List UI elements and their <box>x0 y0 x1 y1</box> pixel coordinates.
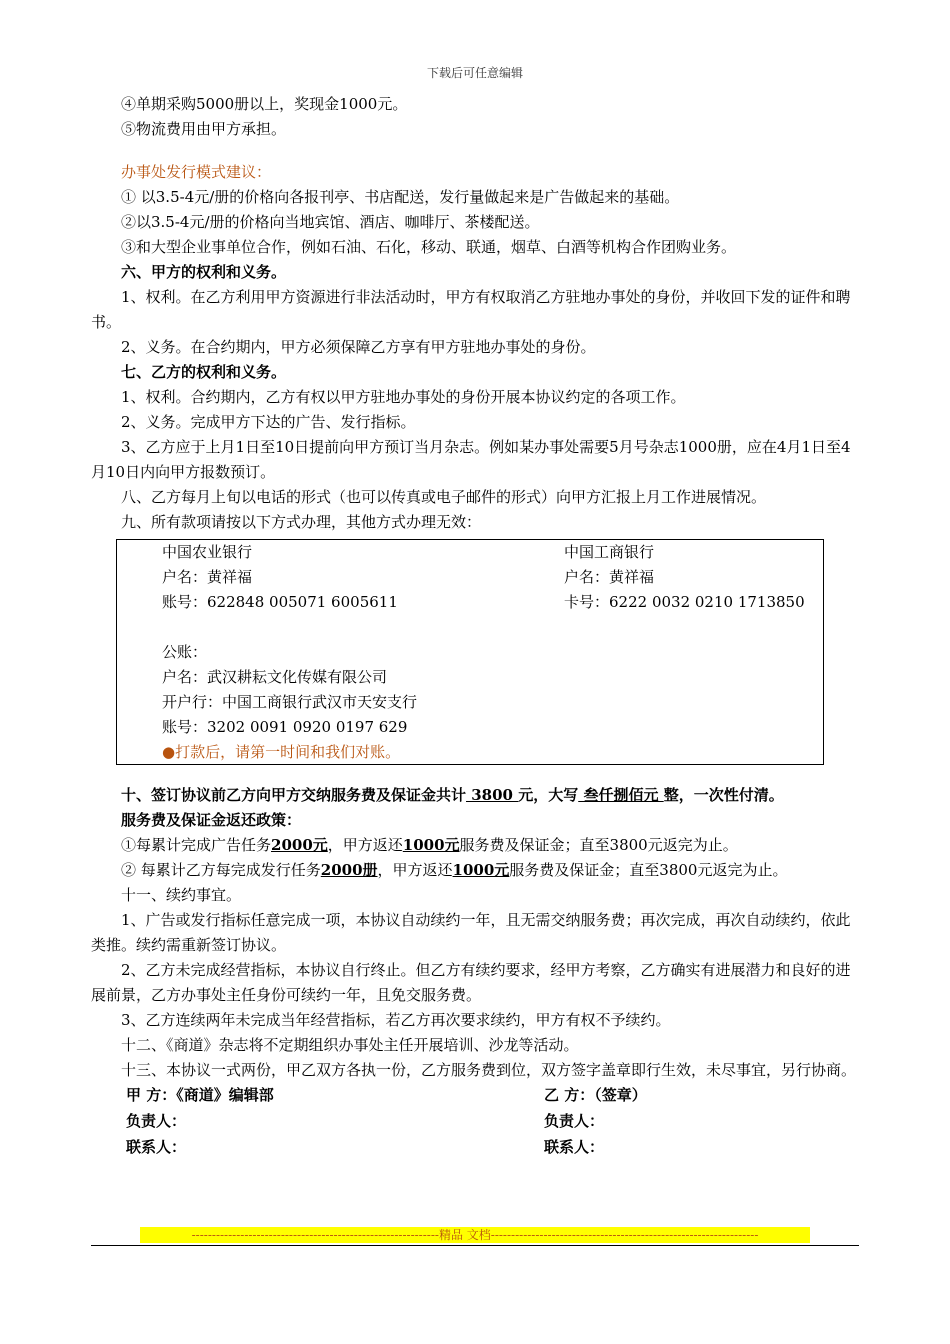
public-account-bank: 开户行：中国工商银行武汉市天安支行 <box>162 693 418 711</box>
bank-info-box <box>116 539 824 765</box>
reward-line-5: ⑤物流费用由甲方承担。 <box>121 120 287 138</box>
section-11-title: 十一、续约事宜。 <box>121 886 242 904</box>
reward-line-4: ④单期采购5000册以上，奖现金1000元。 <box>121 95 408 113</box>
bank-abc-holder: 户名：黄祥福 <box>162 568 253 586</box>
office-item-1: ① 以3.5-4元/册的价格向各报刊亭、书店配送，发行量做起来是广告做起来的基础。 <box>121 188 680 206</box>
bank-icbc-card: 卡号：6222 0032 0210 1713850 <box>564 593 805 611</box>
party-b-contact: 联系人： <box>544 1138 605 1156</box>
fee-amount: 3800 <box>466 786 519 804</box>
section-10: 十、签订协议前乙方向甲方交纳服务费及保证金共计 3800 元，大写 叁仟捌佰元 整，一次性付清。 <box>121 786 784 804</box>
public-account-holder: 户名：武汉耕耘文化传媒有限公司 <box>162 668 388 686</box>
public-account-number: 账号：3202 0091 0920 0197 629 <box>162 718 408 736</box>
refund-item-1: ①每累计完成广告任务2000元，甲方返还1000元服务费及保证金；直至3800元返完为止。 <box>121 836 738 854</box>
section-7-title: 七、乙方的权利和义务。 <box>121 363 287 381</box>
section-7-item-2: 2、义务。完成甲方下达的广告、发行指标。 <box>121 413 416 431</box>
section-11-item-1: 1、广告或发行指标任意完成一项，本协议自动续约一年，且无需交纳服务费；再次完成，再次自动续约，依此类推。续约需重新签订协议。 <box>91 911 851 954</box>
section-7-item-3: 3、乙方应于上月1日至10日提前向甲方预订当月杂志。例如某办事处需要5月号杂志1000册，应在4月1日至4月10日内向甲方报数预订。 <box>91 438 851 481</box>
bank-abc <box>162 540 522 615</box>
payment-note: ●打款后，请第一时间和我们对账。 <box>162 743 401 761</box>
section-13: 十三、本协议一式两份，甲乙双方各执一份，乙方服务费到位，双方签字盖章即行生效，未尽事宜，另行协商。 <box>121 1061 857 1079</box>
section-6-item-2: 2、义务。在合约期内，甲方必须保障乙方享有甲方驻地办事处的身份。 <box>121 338 596 356</box>
party-a-contact: 联系人： <box>126 1138 187 1156</box>
bank-abc-account: 账号：622848 005071 6005611 <box>162 593 398 611</box>
signature-row-1 <box>91 1083 861 1109</box>
section-8: 八、乙方每月上旬以电话的形式（也可以传真或电子邮件的形式）向甲方汇报上月工作进展情况。 <box>121 488 767 506</box>
fee-amount-words: 叁仟捌佰元 <box>578 786 664 804</box>
page-header: 下载后可任意编辑 <box>426 66 523 80</box>
party-b: 乙 方：（签章） <box>544 1086 647 1104</box>
office-item-2: ②以3.5-4元/册的价格向当地宾馆、酒店、咖啡厅、茶楼配送。 <box>121 213 540 231</box>
party-a-manager: 负责人： <box>126 1112 187 1130</box>
page-footer: -------------------------------------------------------------精品 文档------------------------------------------------------------------ <box>140 1227 810 1243</box>
footer-rule <box>91 1245 859 1246</box>
signature-row-3 <box>91 1135 861 1161</box>
section-6-item-1: 1、权利。在乙方利用甲方资源进行非法活动时，甲方有权取消乙方驻地办事处的身份，并收回下发的证件和聘书。 <box>91 288 851 331</box>
bank-abc-name: 中国农业银行 <box>162 543 253 561</box>
section-9: 九、所有款项请按以下方式办理，其他方式办理无效： <box>121 513 482 531</box>
bank-icbc-holder: 户名：黄祥福 <box>564 568 655 586</box>
signature-row-2 <box>91 1109 861 1135</box>
public-account-label: 公账： <box>162 643 208 661</box>
refund-item-2: ② 每累计乙方每完成发行任务2000册，甲方返还1000元服务费及保证金；直至3800元返完为止。 <box>121 861 788 879</box>
section-6-title: 六、甲方的权利和义务。 <box>121 263 287 281</box>
bank-icbc-name: 中国工商银行 <box>564 543 655 561</box>
party-a: 甲 方：《商道》编辑部 <box>126 1086 274 1104</box>
section-12: 十二、《商道》杂志将不定期组织办事处主任开展培训、沙龙等活动。 <box>121 1036 579 1054</box>
bank-icbc <box>564 540 824 615</box>
section-11-item-3: 3、乙方连续两年未完成当年经营指标，若乙方再次要求续约，甲方有权不予续约。 <box>121 1011 671 1029</box>
section-7-item-1: 1、权利。合约期内，乙方有权以甲方驻地办事处的身份开展本协议约定的各项工作。 <box>121 388 686 406</box>
public-account <box>162 640 782 765</box>
section-11-item-2: 2、乙方未完成经营指标，本协议自行终止。但乙方有续约要求，经甲方考察，乙方确实有进展潜力和良好的进展前景，乙方办事处主任身份可续约一年，且免交服务费。 <box>91 961 851 1004</box>
refund-policy-title: 服务费及保证金返还政策： <box>121 811 302 829</box>
document-body <box>91 92 861 1161</box>
office-model-title: 办事处发行模式建议： <box>121 163 272 181</box>
office-item-3: ③和大型企业事单位合作，例如石油、石化，移动、联通，烟草、白酒等机构合作团购业务。 <box>121 238 737 256</box>
party-b-manager: 负责人： <box>544 1112 605 1130</box>
